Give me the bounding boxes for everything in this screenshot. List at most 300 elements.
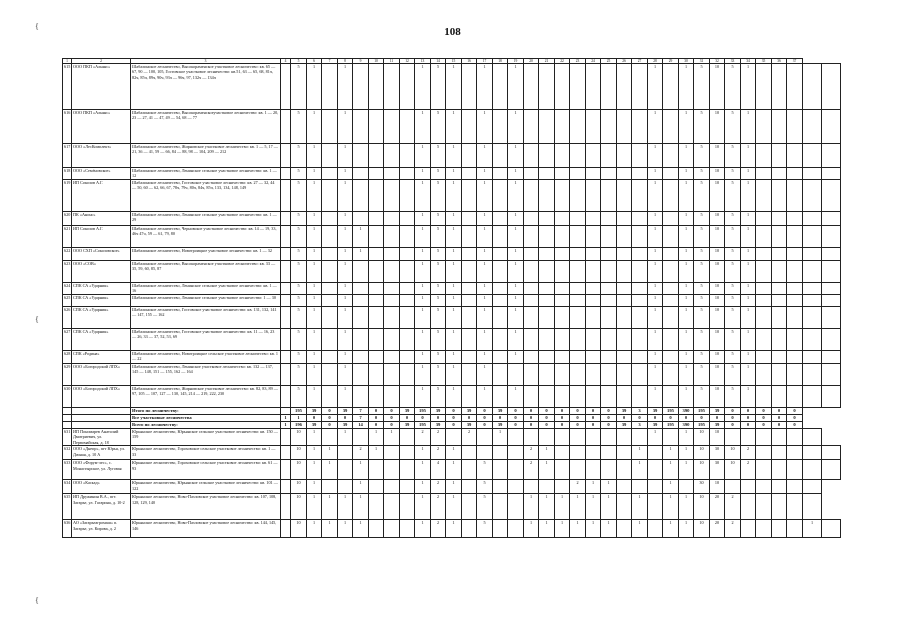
total-value: 0: [570, 408, 586, 415]
value-cell: 1: [508, 144, 524, 168]
total-value: 0: [446, 415, 462, 422]
table-row: [63, 144, 841, 168]
total-value: 0: [338, 415, 353, 422]
value-cell: 1: [307, 180, 322, 212]
total-value: 0: [772, 415, 787, 422]
total-value: 0: [725, 408, 741, 415]
value-cell: [632, 180, 648, 212]
row-number: 630: [63, 386, 72, 408]
total-value: 0: [369, 415, 384, 422]
value-cell: [617, 494, 632, 520]
total-value: 39: [710, 422, 725, 429]
value-cell: [384, 520, 400, 538]
value-cell: [617, 480, 632, 494]
value-cell: 1: [477, 226, 493, 248]
value-cell: [369, 110, 384, 144]
total-value: 0: [524, 415, 539, 422]
value-cell: [524, 226, 539, 248]
value-cell: [617, 446, 632, 460]
total-value: 1: [281, 415, 291, 422]
value-cell: 1: [570, 520, 586, 538]
page-number: 108: [444, 26, 461, 38]
value-cell: [508, 494, 524, 520]
value-cell: [822, 212, 841, 226]
value-cell: [384, 212, 400, 226]
value-cell: 1: [446, 64, 462, 110]
value-cell: [281, 168, 291, 180]
value-cell: 1: [679, 226, 694, 248]
forestry-location: Юрьянское лесничество, Гороховское сельское участковое лесничество: кв. 1 — 33: [131, 446, 281, 460]
value-cell: [803, 212, 822, 226]
total-value: 39: [710, 408, 725, 415]
value-cell: 1: [369, 446, 384, 460]
value-cell: [741, 480, 756, 494]
value-cell: [570, 212, 586, 226]
value-cell: 1: [446, 329, 462, 351]
total-row: [63, 415, 841, 422]
value-cell: [787, 494, 803, 520]
value-cell: [384, 386, 400, 408]
table-row: [63, 446, 841, 460]
value-cell: 1: [679, 446, 694, 460]
value-cell: 1: [338, 168, 353, 180]
value-cell: 10: [710, 212, 725, 226]
value-cell: [586, 446, 601, 460]
value-cell: [555, 460, 570, 480]
row-number: 633: [63, 460, 72, 480]
value-cell: 5: [725, 180, 741, 212]
value-cell: [555, 429, 570, 446]
table-row: [63, 351, 841, 364]
value-cell: [756, 248, 772, 261]
value-cell: [539, 386, 555, 408]
value-cell: 5: [291, 212, 307, 226]
value-cell: [822, 460, 841, 480]
value-cell: 1: [679, 386, 694, 408]
value-cell: [617, 144, 632, 168]
value-cell: [663, 386, 679, 408]
value-cell: [508, 364, 524, 386]
total-value: 39: [338, 408, 353, 415]
value-cell: 1: [446, 212, 462, 226]
value-cell: [477, 446, 493, 460]
value-cell: [369, 307, 384, 329]
value-cell: [369, 494, 384, 520]
value-cell: 1: [307, 168, 322, 180]
value-cell: 1: [648, 64, 663, 110]
value-cell: 1: [508, 283, 524, 295]
value-cell: [787, 226, 803, 248]
value-cell: [524, 64, 539, 110]
value-cell: [353, 283, 369, 295]
header-cell: 16: [462, 59, 477, 64]
total-value: 0: [725, 422, 741, 429]
total-value: 195: [694, 422, 710, 429]
value-cell: [632, 110, 648, 144]
value-cell: [601, 261, 617, 283]
value-cell: [617, 248, 632, 261]
header-cell: 6: [307, 59, 322, 64]
organization-name: [72, 408, 131, 415]
value-cell: [632, 248, 648, 261]
value-cell: 1: [338, 307, 353, 329]
value-cell: [601, 446, 617, 460]
value-cell: [539, 180, 555, 212]
value-cell: [803, 180, 822, 212]
value-cell: 5: [725, 144, 741, 168]
table-row: [63, 386, 841, 408]
value-cell: 1: [338, 261, 353, 283]
value-cell: 1: [601, 480, 617, 494]
value-cell: [462, 446, 477, 460]
value-cell: [384, 351, 400, 364]
value-cell: 1: [477, 364, 493, 386]
value-cell: [663, 248, 679, 261]
value-cell: [400, 364, 415, 386]
value-cell: [400, 110, 415, 144]
value-cell: [400, 295, 415, 307]
value-cell: 5: [291, 351, 307, 364]
value-cell: [617, 307, 632, 329]
value-cell: 1: [741, 248, 756, 261]
value-cell: 1: [446, 307, 462, 329]
value-cell: [632, 144, 648, 168]
total-value: 3: [632, 422, 648, 429]
value-cell: [462, 460, 477, 480]
value-cell: [632, 351, 648, 364]
value-cell: [756, 226, 772, 248]
value-cell: 5: [694, 64, 710, 110]
value-cell: [369, 329, 384, 351]
value-cell: 10: [291, 520, 307, 538]
value-cell: [493, 446, 508, 460]
total-value: 39: [617, 422, 632, 429]
organization-name: ООО ПКП «Альянс»: [72, 110, 131, 144]
value-cell: [632, 307, 648, 329]
value-cell: 1: [415, 480, 431, 494]
value-cell: 1: [679, 307, 694, 329]
value-cell: 1: [307, 460, 322, 480]
value-cell: [462, 144, 477, 168]
value-cell: [281, 307, 291, 329]
value-cell: 1: [415, 460, 431, 480]
value-cell: 5: [725, 295, 741, 307]
total-value: 195: [694, 408, 710, 415]
value-cell: [617, 261, 632, 283]
value-cell: [632, 226, 648, 248]
value-cell: 1: [307, 364, 322, 386]
value-cell: [493, 494, 508, 520]
value-cell: [803, 494, 822, 520]
value-cell: [493, 283, 508, 295]
value-cell: 10: [710, 307, 725, 329]
value-cell: 1: [632, 460, 648, 480]
value-cell: [555, 180, 570, 212]
value-cell: 1: [415, 446, 431, 460]
total-value: 1: [291, 415, 307, 422]
value-cell: [601, 329, 617, 351]
value-cell: [400, 168, 415, 180]
value-cell: 1: [679, 460, 694, 480]
value-cell: [322, 261, 338, 283]
value-cell: 10: [291, 429, 307, 446]
value-cell: 1: [307, 446, 322, 460]
value-cell: [400, 144, 415, 168]
value-cell: [787, 248, 803, 261]
value-cell: [369, 460, 384, 480]
value-cell: 5: [291, 261, 307, 283]
total-value: 14: [353, 422, 369, 429]
value-cell: 1: [632, 494, 648, 520]
value-cell: 1: [601, 494, 617, 520]
value-cell: [539, 212, 555, 226]
value-cell: 1: [741, 283, 756, 295]
value-cell: 1: [648, 168, 663, 180]
header-cell: 25: [601, 59, 617, 64]
table-row: [63, 429, 841, 446]
table-row: [63, 168, 841, 180]
value-cell: [601, 307, 617, 329]
value-cell: [601, 144, 617, 168]
total-value: 0: [369, 408, 384, 415]
value-cell: 5: [725, 329, 741, 351]
total-value: 0: [648, 415, 663, 422]
value-cell: 1: [477, 261, 493, 283]
value-cell: [586, 329, 601, 351]
value-cell: [400, 460, 415, 480]
value-cell: 1: [415, 110, 431, 144]
value-cell: 10: [710, 386, 725, 408]
value-cell: [663, 429, 679, 446]
value-cell: 5: [477, 494, 493, 520]
value-cell: 5: [431, 64, 446, 110]
value-cell: [601, 429, 617, 446]
value-cell: 5: [725, 283, 741, 295]
value-cell: 2: [524, 460, 539, 480]
total-value: 0: [586, 415, 601, 422]
value-cell: [555, 307, 570, 329]
value-cell: [756, 446, 772, 460]
value-cell: [524, 180, 539, 212]
value-cell: [663, 261, 679, 283]
total-label: Всего по лесничеству:: [131, 422, 281, 429]
value-cell: [462, 329, 477, 351]
value-cell: [617, 364, 632, 386]
table-row: [63, 494, 841, 520]
total-value: 0: [741, 422, 756, 429]
value-cell: 1: [632, 520, 648, 538]
value-cell: 1: [648, 226, 663, 248]
total-value: 1: [281, 422, 291, 429]
header-cell: 7: [322, 59, 338, 64]
total-value: 0: [539, 415, 555, 422]
value-cell: [822, 364, 841, 386]
value-cell: [822, 110, 841, 144]
value-cell: [493, 180, 508, 212]
value-cell: 5: [431, 144, 446, 168]
value-cell: [493, 261, 508, 283]
value-cell: [632, 364, 648, 386]
total-value: 0: [741, 408, 756, 415]
value-cell: [787, 351, 803, 364]
value-cell: [756, 261, 772, 283]
value-cell: [400, 180, 415, 212]
header-cell: 27: [632, 59, 648, 64]
forestry-location: Шабалинское лесничество, Высокораменское участковое лесничество: кв. 65 — 67, 90 — 100, 105, Гостовское участковое лесничество: кв.51, 63 — 65, 68, 81ч, 82ч, 85ч, 89ч, 90ч, 93ч — 96ч, 97, 132ч — 134ч: [131, 64, 281, 110]
value-cell: [322, 110, 338, 144]
value-cell: 1: [415, 261, 431, 283]
value-cell: 5: [694, 212, 710, 226]
value-cell: 5: [694, 248, 710, 261]
value-cell: 10: [710, 226, 725, 248]
value-cell: [508, 429, 524, 446]
value-cell: [322, 295, 338, 307]
value-cell: 5: [694, 307, 710, 329]
organization-name: ООО «Каскад»: [72, 480, 131, 494]
total-value: 0: [787, 415, 803, 422]
value-cell: [601, 351, 617, 364]
value-cell: [803, 446, 822, 460]
value-cell: [803, 248, 822, 261]
value-cell: 10: [694, 494, 710, 520]
value-cell: 1: [307, 307, 322, 329]
value-cell: 10: [710, 110, 725, 144]
value-cell: 1: [369, 429, 384, 446]
value-cell: [322, 248, 338, 261]
value-cell: [281, 446, 291, 460]
value-cell: 1: [741, 386, 756, 408]
value-cell: 2: [462, 429, 477, 446]
value-cell: 1: [508, 110, 524, 144]
value-cell: [663, 351, 679, 364]
value-cell: [772, 480, 787, 494]
value-cell: [384, 110, 400, 144]
value-cell: [632, 295, 648, 307]
value-cell: 10: [710, 480, 725, 494]
value-cell: 1: [477, 329, 493, 351]
total-value: 0: [446, 422, 462, 429]
value-cell: 1: [338, 110, 353, 144]
value-cell: [787, 446, 803, 460]
value-cell: 1: [446, 283, 462, 295]
value-cell: [353, 307, 369, 329]
total-value: 39: [462, 408, 477, 415]
value-cell: 1: [307, 480, 322, 494]
value-cell: 1: [338, 364, 353, 386]
value-cell: [570, 180, 586, 212]
value-cell: [787, 180, 803, 212]
total-value: 39: [400, 408, 415, 415]
value-cell: 1: [307, 520, 322, 538]
value-cell: [281, 480, 291, 494]
value-cell: [803, 110, 822, 144]
value-cell: 10: [710, 168, 725, 180]
table-row: [63, 110, 841, 144]
value-cell: [803, 460, 822, 480]
value-cell: 5: [431, 212, 446, 226]
value-cell: 1: [353, 226, 369, 248]
value-cell: [508, 460, 524, 480]
value-cell: [756, 460, 772, 480]
value-cell: 10: [710, 144, 725, 168]
total-value: 195: [415, 422, 431, 429]
value-cell: [586, 364, 601, 386]
total-value: 0: [369, 422, 384, 429]
value-cell: [586, 351, 601, 364]
value-cell: 5: [431, 180, 446, 212]
header-cell: 37: [787, 59, 803, 64]
value-cell: [524, 429, 539, 446]
total-value: 0: [570, 422, 586, 429]
value-cell: 1: [601, 520, 617, 538]
value-cell: 1: [338, 329, 353, 351]
value-cell: [524, 307, 539, 329]
forestry-location: Шабалинское лесничество, Черновское участковое лесничество: кв. 14 — 19, 33, 46ч 47ч, 59 — 61, 79, 80: [131, 226, 281, 248]
value-cell: [601, 386, 617, 408]
value-cell: 1: [570, 494, 586, 520]
value-cell: [338, 480, 353, 494]
value-cell: [281, 364, 291, 386]
value-cell: [369, 295, 384, 307]
total-value: 7: [353, 408, 369, 415]
value-cell: 1: [415, 64, 431, 110]
value-cell: [803, 168, 822, 180]
value-cell: 1: [741, 180, 756, 212]
value-cell: [772, 110, 787, 144]
organization-name: СПК СА «Ударник»: [72, 283, 131, 295]
value-cell: [493, 460, 508, 480]
value-cell: 1: [648, 429, 663, 446]
value-cell: 1: [539, 446, 555, 460]
header-cell: 14: [431, 59, 446, 64]
value-cell: 10: [710, 295, 725, 307]
value-cell: [524, 168, 539, 180]
value-cell: 1: [322, 494, 338, 520]
organization-name: СПК «Родина»: [72, 351, 131, 364]
value-cell: 5: [431, 295, 446, 307]
value-cell: 5: [725, 386, 741, 408]
value-cell: 1: [477, 351, 493, 364]
value-cell: [524, 261, 539, 283]
value-cell: [570, 351, 586, 364]
total-value: 196: [291, 422, 307, 429]
value-cell: [555, 351, 570, 364]
value-cell: 1: [477, 110, 493, 144]
table-row: [63, 364, 841, 386]
value-cell: 1: [539, 460, 555, 480]
total-value: 0: [741, 415, 756, 422]
value-cell: [570, 144, 586, 168]
value-cell: [756, 364, 772, 386]
value-cell: 5: [694, 168, 710, 180]
value-cell: 1: [586, 494, 601, 520]
value-cell: 1: [477, 168, 493, 180]
value-cell: 5: [431, 283, 446, 295]
value-cell: 1: [648, 364, 663, 386]
header-cell: 18: [493, 59, 508, 64]
total-value: 390: [679, 408, 694, 415]
value-cell: [756, 283, 772, 295]
value-cell: 10: [710, 180, 725, 212]
row-number: 636: [63, 520, 72, 538]
value-cell: 1: [338, 283, 353, 295]
forestry-location: Шабалинское лесничество, Ленинское участковое лесничество: кв. 132 — 137, 145 — 148, 151 — 155, 162 — 164: [131, 364, 281, 386]
value-cell: [822, 226, 841, 248]
value-cell: [772, 307, 787, 329]
value-cell: 2: [431, 446, 446, 460]
value-cell: 10: [725, 460, 741, 480]
value-cell: 30: [710, 446, 725, 460]
